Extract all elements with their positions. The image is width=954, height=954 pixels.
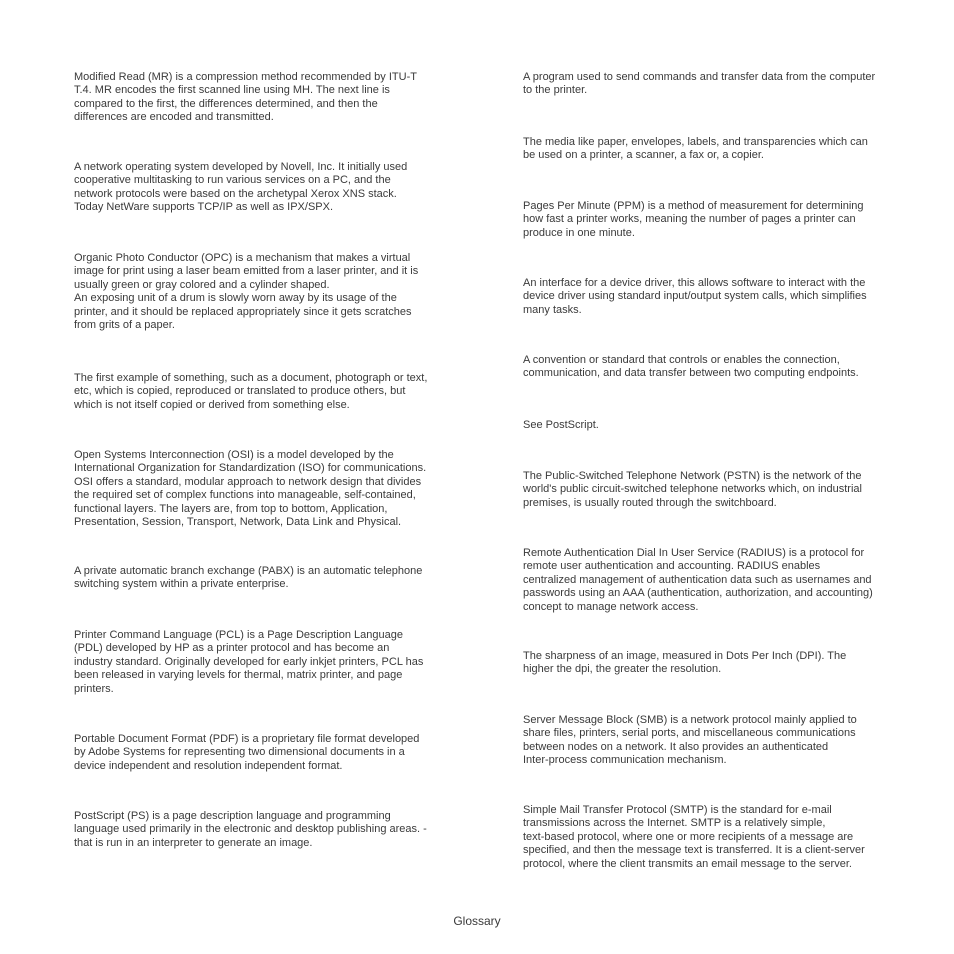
definition-pcl: Printer Command Language (PCL) is a Page Description Language (PDL) developed by HP as a printer protocol and has become an industry standard. Originally developed for early inkjet printers, PCL has been released in varying levels for thermal, matrix printer, and page printers. bbox=[74, 629, 424, 695]
page-footer-label: Glossary bbox=[453, 914, 501, 928]
definition-radius: Remote Authentication Dial In User Service (RADIUS) is a protocol for remote user authentication and accounting. RADIUS enables centralized management of authentication data such as usernames and passwords using an AAA (authentication, authorization, and accounting) concept to manage network access. bbox=[523, 547, 873, 613]
definition-print-media: The media like paper, envelopes, labels, and transparencies which can be used on a printer, a scanner, a fax or, a copier. bbox=[523, 136, 868, 162]
definition-original: The first example of something, such as a document, photograph or text, etc, which is copied, reproduced or translated to produce others, but which is not itself copied or derived from something else. bbox=[74, 372, 428, 411]
definition-osi: Open Systems Interconnection (OSI) is a model developed by the International Organization for Standardization (ISO) for communications. OSI offers a standard, modular approach to network design that divides the required set of complex functions into manageable, self-contained, functional layers. The layers are, from top to bottom, Application, Presentation, Session, Transport, Network, Data Link and Physical. bbox=[74, 449, 427, 529]
definition-smtp: Simple Mail Transfer Protocol (SMTP) is the standard for e-mail transmissions across the Internet. SMTP is a relatively simple, text-based protocol, where one or more recipients of a message are specified, and then the message text is transferred. It is a client-server protocol, where the client transmits an email message to the server. bbox=[523, 804, 865, 870]
definition-modified-read: Modified Read (MR) is a compression method recommended by ITU-T T.4. MR encodes the first scanned line using MH. The next line is compared to the first, the differences determined, and then the differences are encoded and transmitted. bbox=[74, 71, 417, 124]
definition-pdf: Portable Document Format (PDF) is a proprietary file format developed by Adobe Systems for representing two dimensional documents in a device independent and resolution independent format. bbox=[74, 733, 420, 772]
definition-protocol: A convention or standard that controls or enables the connection, communication, and data transfer between two computing endpoints. bbox=[523, 354, 859, 380]
definition-prn-file: An interface for a device driver, this allows software to interact with the device driver using standard input/output system calls, which simplifies many tasks. bbox=[523, 277, 867, 316]
definition-postscript: PostScript (PS) is a page description language and programming language used primarily in the electronic and desktop publishing areas. - that is run in an interpreter to generate an image. bbox=[74, 810, 427, 849]
definition-opc: Organic Photo Conductor (OPC) is a mechanism that makes a virtual image for print using a laser beam emitted from a laser printer, and it is usually green or gray colored and a cylinder shaped. An exposing unit of a drum is slowly worn away by its usage of the printer, and it should be replaced appropriately since it gets scratches from grits of a paper. bbox=[74, 252, 419, 332]
definition-smb: Server Message Block (SMB) is a network protocol mainly applied to share files, printers, serial ports, and miscellaneous communications between nodes on a network. It also provides an authenticated Inter-process communication mechanism. bbox=[523, 714, 857, 767]
definition-ps: See PostScript. bbox=[523, 419, 599, 431]
definition-netware: A network operating system developed by Novell, Inc. It initially used cooperative multitasking to run various services on a PC, and the network protocols were based on the archetypal Xerox XNS stack. Today NetWare supports TCP/IP as well as IPX/SPX. bbox=[74, 161, 408, 214]
definition-printer-driver: A program used to send commands and transfer data from the computer to the printer. bbox=[523, 71, 876, 97]
definition-pstn: The Public-Switched Telephone Network (PSTN) is the network of the world's public circuit-switched telephone networks which, on industrial premises, is usually routed through the switchboard. bbox=[523, 470, 862, 509]
definition-ppm: Pages Per Minute (PPM) is a method of measurement for determining how fast a printer works, meaning the number of pages a printer can produce in one minute. bbox=[523, 200, 864, 239]
definition-pabx: A private automatic branch exchange (PABX) is an automatic telephone switching system within a private enterprise. bbox=[74, 565, 423, 591]
definition-resolution: The sharpness of an image, measured in Dots Per Inch (DPI). The higher the dpi, the greater the resolution. bbox=[523, 650, 847, 676]
